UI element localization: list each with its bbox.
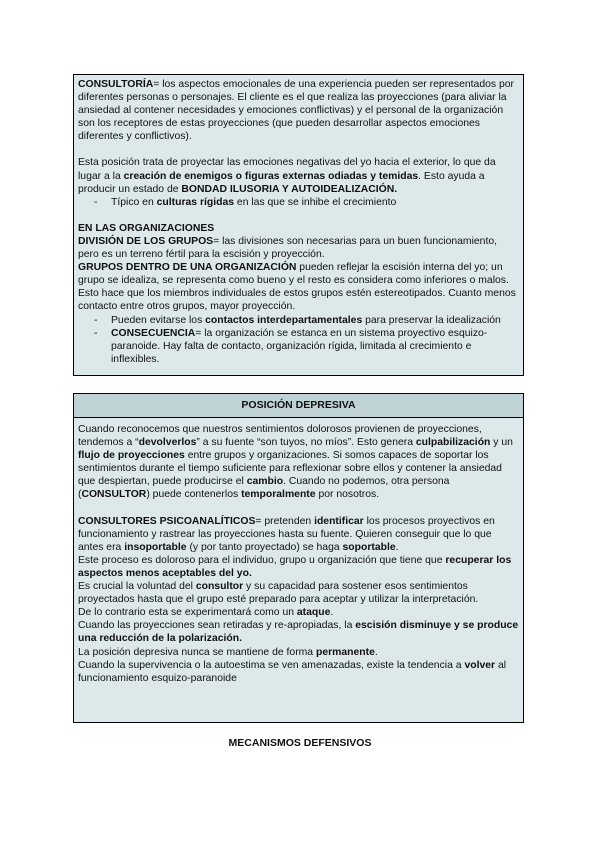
bold-text: culturas rígidas <box>156 196 235 208</box>
text-run: ” a su fuente “son tuyos, no míos”. Esto genera <box>196 437 416 449</box>
text-run: ) puede contenerlos <box>146 489 242 501</box>
text-run: Cuando la supervivencia o la autoestima se ven amenazadas, existe la tendencia a <box>78 659 465 671</box>
bold-text: insoportable <box>124 541 187 553</box>
bold-text: CONSULTORÍA <box>78 79 154 90</box>
text-run: . Esto ayuda a producir un estado de <box>78 170 485 195</box>
bold-text: consultor <box>195 581 244 593</box>
text-run: = la organización se estanca en un sistema proyectivo esquizo-paranoide. Hay falta de contacto, organización rígida, limitada al crecimiento e inflexibles. <box>111 327 488 365</box>
bold-text: CONSECUENCIA <box>111 327 196 339</box>
text-run: y su capacidad para sostener esos sentimientos proyectados hasta que el grupo esté preparado para aceptar y utilizar la interpretación. <box>78 581 479 606</box>
text-run: por nosotros. <box>315 489 380 501</box>
bold-text: devolverlos <box>138 437 197 449</box>
list-item <box>78 196 519 209</box>
painful-process-paragraph <box>78 554 519 580</box>
text-run: entre grupos y organizaciones. Si somos capaces de soportar los sentimientos durante el tiempo suficiente para reflexionar sobre ellos y contener la ansiedad que despiertan, puede producirse el <box>78 450 502 488</box>
text-run: los procesos proyectivos en funcionamiento y rastrear las proyecciones hasta su fuente. Quieren conseguir que lo que antes era <box>78 515 495 553</box>
bold-text: escisión disminuye y se produce una reducción de la polarización. <box>78 620 519 645</box>
bold-text: DIVISIÓN DE LOS GRUPOS <box>78 235 214 247</box>
attack-paragraph <box>78 606 519 619</box>
text-run: La posición depresiva nunca se mantiene de forma <box>78 646 316 658</box>
regression-paragraph <box>78 659 519 685</box>
consultant-will-paragraph <box>78 580 519 606</box>
bold-text: identificar <box>314 515 364 527</box>
text-run: para preservar la idealización <box>362 314 501 326</box>
projection-paragraph <box>78 156 519 195</box>
bold-text: culpabilización <box>415 437 491 449</box>
bold-text: BONDAD ILUSORIA Y AUTOIDEALIZACIÓN. <box>181 183 398 195</box>
bold-text: CONSULTORES PSICOANALÍTICOS <box>78 515 256 527</box>
bold-text: flujo de proyecciones <box>78 450 185 462</box>
group-division-paragraph <box>78 235 519 261</box>
text-run: . <box>330 607 334 619</box>
not-permanent-paragraph <box>78 646 519 659</box>
text-run: Esta posición trata de proyectar las emociones negativas del yo hacia el exterior, lo que da lugar a la <box>78 157 496 182</box>
rigid-cultures-list <box>78 196 519 209</box>
bold-text: EN LAS ORGANIZACIONES <box>78 222 215 234</box>
list-item <box>78 327 519 366</box>
list-item <box>78 314 519 327</box>
organization-consequences-list <box>78 314 519 366</box>
bold-text: recuperar los aspectos menos aceptables del yo. <box>78 554 512 579</box>
text-run: Cuando reconocemos que nuestros sentimientos dolorosos provienen de proyecciones, tendemos a “ <box>78 424 482 449</box>
bold-text: soportable <box>342 541 396 553</box>
defense-mechanisms-title: MECANISMOS DEFENSIVOS <box>228 737 372 749</box>
text-run: Típico en <box>111 196 157 208</box>
psychoanalytic-consultants-paragraph <box>78 515 519 554</box>
text-run: Este proceso es doloroso para el individuo, grupo u organización que tiene que <box>78 554 446 566</box>
bold-text: volver <box>464 659 496 671</box>
bold-text: contactos interdepartamentales <box>205 314 363 326</box>
text-run: = las divisiones son necesarias para un buen funcionamiento, pero es un terreno fértil para la escisión y proyección. <box>78 235 498 261</box>
text-run: en las que se inhibe el crecimiento <box>234 196 397 208</box>
text-run: = los aspectos emocionales de una experiencia pueden ser representados por diferentes personas o personajes. El cliente es el que realiza las proyecciones (para aliviar la ansiedad al contener necesidades y emociones conflictivas) y el personal de la organización son los receptores de estas proyecciones (que pueden desarrollar aspectos emociones diferentes y conflictivos). <box>78 79 514 143</box>
section-header: POSICIÓN DEPRESIVA <box>74 394 523 418</box>
text-run: . <box>395 541 399 553</box>
groups-in-organization-paragraph <box>78 261 519 313</box>
projections-withdrawn-paragraph <box>78 619 519 645</box>
consultoria-box <box>73 74 524 376</box>
bold-text: GRUPOS DENTRO DE UNA ORGANIZACIÓN <box>78 262 297 274</box>
depressive-position-box <box>73 393 524 723</box>
text-run: . <box>374 646 378 658</box>
text-run: De lo contrario esta se experimentará como un <box>78 607 297 619</box>
text-run: Es crucial la voluntad del <box>78 581 196 593</box>
bold-text: ataque <box>296 607 331 619</box>
text-run: y un <box>490 437 513 449</box>
bold-text: permanente <box>315 646 375 658</box>
bold-text: creación de enemigos o figuras externas odiadas y temidas <box>123 170 419 182</box>
text-run: . Cuando no podemos, otra persona ( <box>78 476 450 501</box>
text-run: (y por tanto proyectado) se haga <box>186 541 343 553</box>
bold-text: cambio <box>246 476 284 488</box>
reconocemos-paragraph <box>78 423 519 502</box>
text-run: al funcionamiento esquizo-paranoide <box>78 659 507 684</box>
organizations-heading <box>78 222 519 235</box>
text-run: Cuando las proyecciones sean retiradas y re-apropiadas, la <box>78 620 356 632</box>
text-run: Pueden evitarse los <box>111 314 206 326</box>
consultoria-paragraph <box>78 78 519 143</box>
section-body <box>74 418 523 685</box>
text-run: = pretenden <box>255 515 315 527</box>
text-run: pueden reflejar la escisión interna del yo; un grupo se idealiza, se representa como bueno y el resto es considera como inferiores o malos. Esto hace que los miembros individuales de estos grupos estén estereotipados. Cuanto menos contacto entre otros grupos, mayor proyección. <box>78 262 516 313</box>
bold-text: CONSULTOR <box>81 489 147 501</box>
bold-text: temporalmente <box>241 489 316 501</box>
